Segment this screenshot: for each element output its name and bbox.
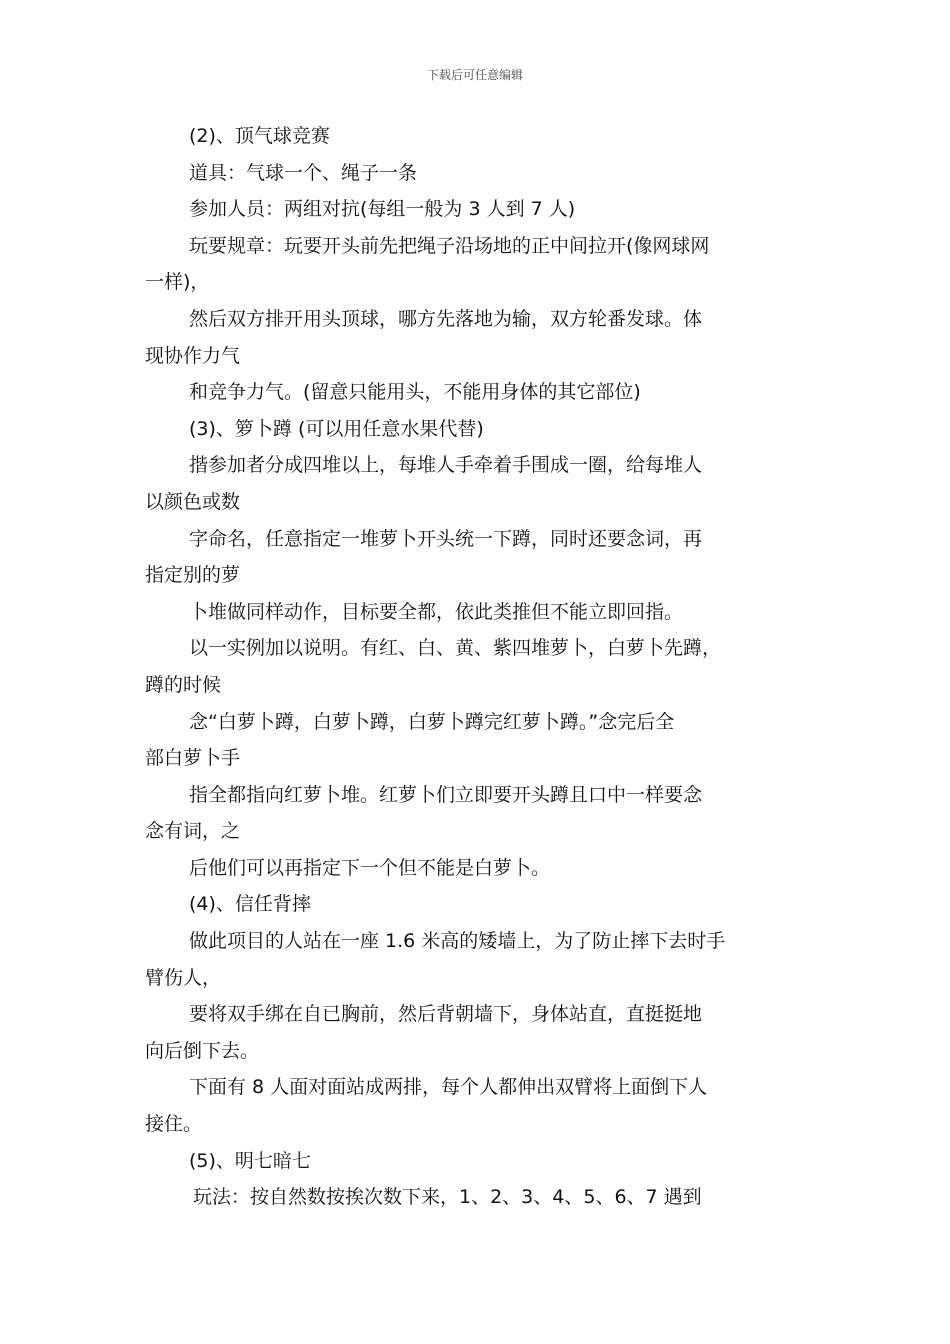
section-heading-3: (3)、箩卜蹲 (可以用任意水果代替) <box>189 417 484 440</box>
paragraph-line: 做此项目的人站在一座 1.6 米高的矮墙上，为了防止摔下去时手 <box>189 930 726 953</box>
paragraph-line: 玩要规章：玩要开头前先把绳子沿场地的正中间拉开(像网球网 <box>189 234 710 257</box>
paragraph-line: 念有词，之 <box>145 820 241 843</box>
paragraph-line: 指定别的萝 <box>145 564 241 587</box>
paragraph-line: 揩参加者分成四堆以上，每堆人手牵着手围成一圈，给每堆人 <box>189 454 703 477</box>
paragraph-line: 以一实例加以说明。有红、白、黄、紫四堆萝卜，白萝卜先蹲， <box>189 637 722 660</box>
section-heading-4: (4)、信任背摔 <box>189 893 311 916</box>
paragraph-line: 接住。 <box>145 1113 203 1136</box>
paragraph-line: 蹲的时候 <box>145 673 222 696</box>
paragraph-line: 现协作力气 <box>145 344 241 367</box>
section-heading-2: (2)、顶气球竞赛 <box>189 125 330 147</box>
paragraph-line: 念“白萝卜蹲，白萝卜蹲，白萝卜蹲完红萝卜蹲。”念完后全 <box>189 710 675 733</box>
section-heading-5: (5)、明七暗七 <box>189 1149 311 1172</box>
paragraph-line: 向后倒下去。 <box>145 1039 260 1062</box>
page-header: 下载后可任意编辑 <box>426 68 523 82</box>
document-body <box>145 118 810 1216</box>
paragraph-line: 字命名，任意指定一堆萝卜开头统一下蹲，同时还要念词，再 <box>189 527 703 550</box>
paragraph-line: 要将双手绑在自已胸前，然后背朝墙下，身体站直，直挺挺地 <box>189 1003 703 1026</box>
paragraph-line: 以颜色或数 <box>145 490 241 513</box>
paragraph-line: 玩法：按自然数按挨次数下来，1、2、3、4、5、6、7 遇到 <box>193 1186 702 1209</box>
paragraph-line: 一样)， <box>145 271 210 294</box>
paragraph-line: 参加人员：两组对抗(每组一般为 3 人到 7 人) <box>189 198 576 221</box>
paragraph-line: 下面有 8 人面对面站成两排，每个人都伸出双臂将上面倒下人 <box>189 1076 708 1099</box>
paragraph-line: 部白萝卜手 <box>145 747 241 770</box>
paragraph-line: 指全都指向红萝卜堆。红萝卜们立即要开头蹲且口中一样要念 <box>189 783 703 806</box>
paragraph-line: 后他们可以再指定下一个但不能是白萝卜。 <box>189 856 551 879</box>
paragraph-line: 道具：气球一个、绳子一条 <box>189 161 418 184</box>
paragraph-line: 卜堆做同样动作，目标要全都，依此类推但不能立即回指。 <box>189 600 684 623</box>
paragraph-line: 和竞争力气。(留意只能用头，不能用身体的其它部位) <box>189 381 641 404</box>
paragraph-line: 然后双方排开用头顶球，哪方先落地为输，双方轮番发球。体 <box>189 307 703 330</box>
paragraph-line: 臂伤人， <box>145 966 222 989</box>
